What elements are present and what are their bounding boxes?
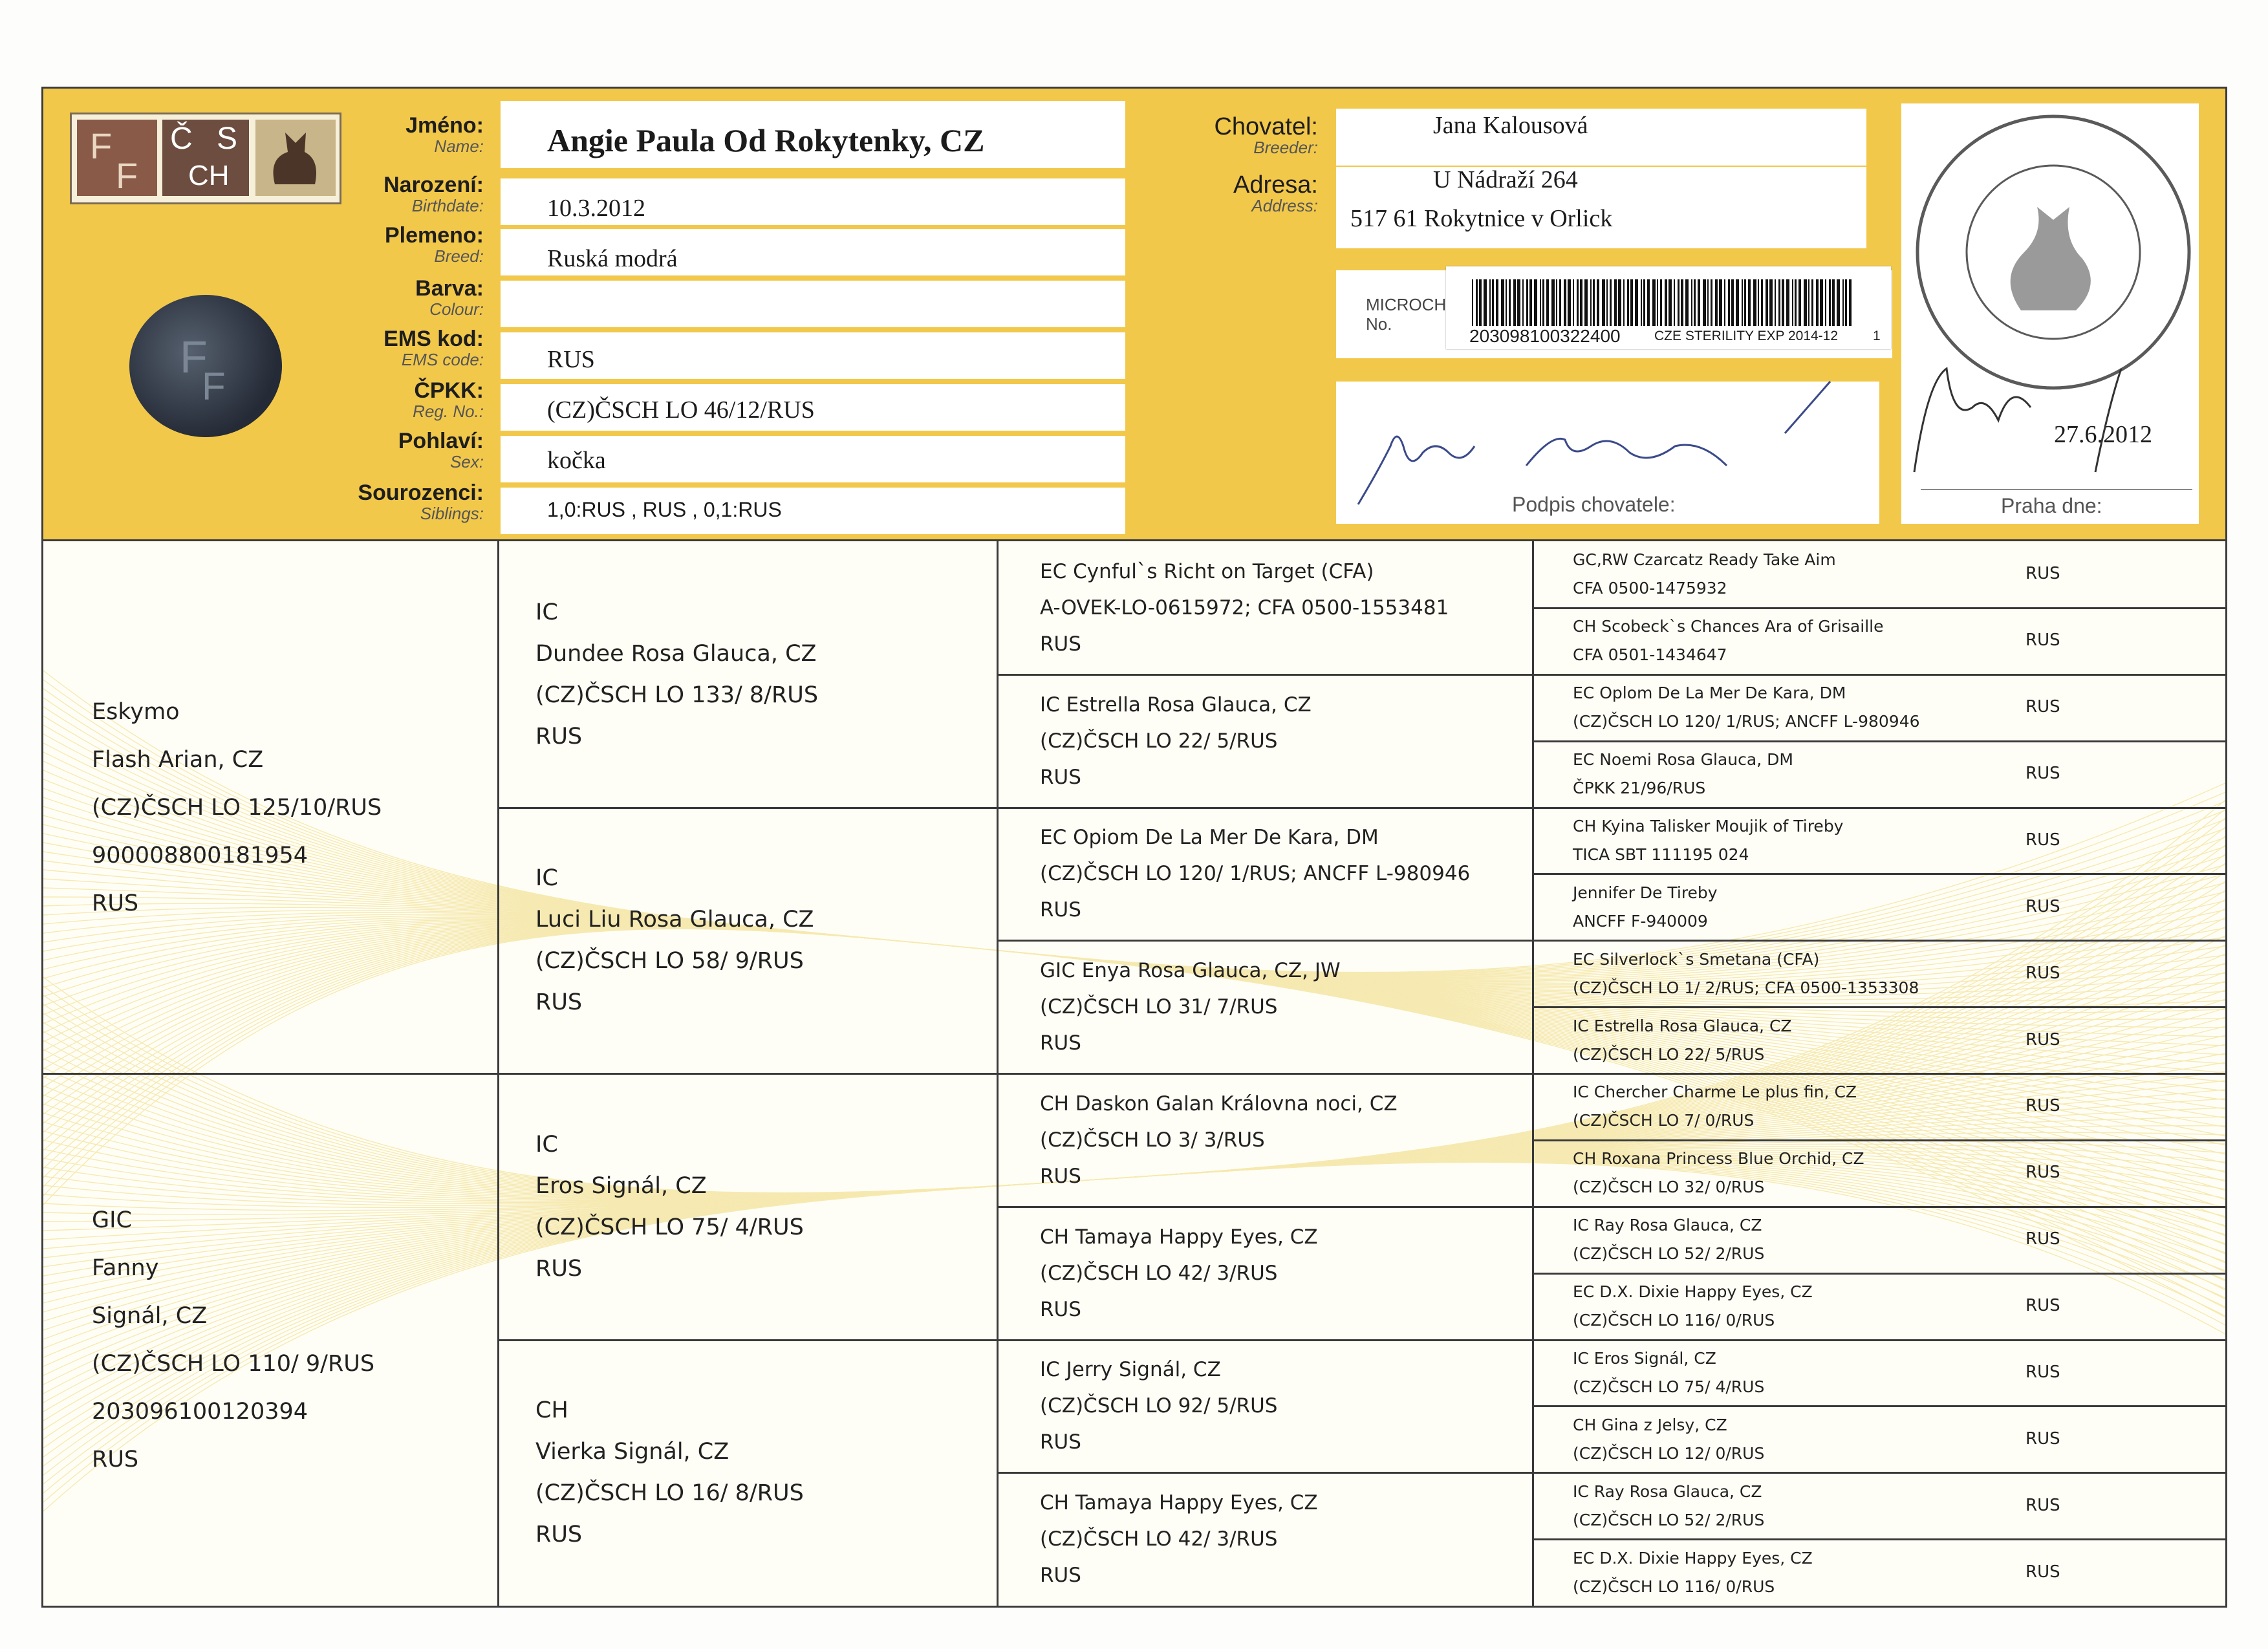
parent-line: 203096100120394 [92,1398,308,1425]
gg-grandparent-line: CH Kyina Talisker Moujik of Tireby [1573,816,1844,835]
breed-code: RUS [2025,1495,2060,1515]
birthdate-value: 10.3.2012 [547,195,645,222]
great-grandparent-line: IC Jerry Signál, CZ [1040,1358,1221,1382]
gg-grandparent-line: (CZ)ČSCH LO 1/ 2/RUS; CFA 0500-1353308 [1573,978,1919,997]
gg-grandparent-cell [1534,1406,2225,1472]
csch-logo: Č S CH [162,120,249,196]
microchip-suffix: 1 [1873,329,1881,343]
hologram-seal-icon [129,295,282,437]
gg-grandparent-line: EC Noemi Rosa Glauca, DM [1573,750,1793,770]
great-grandparent-line: (CZ)ČSCH LO 120/ 1/RUS; ANCFF L-980946 [1040,862,1471,886]
gg-grandparent-cell [1534,1340,2225,1406]
gg-grandparent-cell [1534,1472,2225,1539]
gg-grandparent-cell [1534,874,2225,940]
breeder-field [1336,109,1866,166]
gg-grandparent-line: (CZ)ČSCH LO 12/ 0/RUS [1573,1443,1765,1463]
gg-grandparent-line: CFA 0501-1434647 [1573,645,1727,665]
gg-grandparent-line: ČPKK 21/96/RUS [1573,779,1706,798]
gg-grandparent-line: ANCFF F-940009 [1573,911,1708,931]
breeder-value: Jana Kalousová [1433,112,1588,139]
parent-line: Signál, CZ [92,1302,208,1329]
great-grandparent-line: IC Estrella Rosa Glauca, CZ [1040,693,1312,717]
gg-grandparent-line: CH Gina z Jelsy, CZ [1573,1415,1727,1434]
gg-grandparent-line: IC Ray Rosa Glauca, CZ [1573,1482,1762,1501]
label-siblings: Sourozenci: Siblings: [358,480,484,523]
svg-text:F: F [180,332,208,382]
parent-cell [45,1073,497,1606]
great-grandparent-line: (CZ)ČSCH LO 42/ 3/RUS [1040,1527,1278,1551]
sex-value: kočka [547,447,606,474]
gg-grandparent-cell [1534,1539,2225,1606]
grandparent-line: Eros Signál, CZ [535,1172,707,1199]
great-grandparent-cell [999,1207,1532,1340]
parent-line: Fanny [92,1255,159,1281]
gg-grandparent-line: IC Ray Rosa Glauca, CZ [1573,1216,1762,1235]
grandparent-line: Vierka Signál, CZ [535,1439,729,1465]
label-breed: Plemeno: Breed: [384,223,484,266]
gg-grandparent-cell [1534,1140,2225,1207]
gg-grandparent-cell [1534,674,2225,741]
gg-grandparent-line: EC D.X. Dixie Happy Eyes, CZ [1573,1282,1813,1302]
cat-logo-icon [255,120,336,196]
parent-line: Flash Arian, CZ [92,746,264,773]
parent-line: GIC [92,1207,132,1233]
cat-name: Angie Paula Od Rokytenky, CZ [547,122,985,158]
organization-logo [70,113,341,204]
official-signature [1901,330,2199,485]
gg-grandparent-line: EC Oplom De La Mer De Kara, DM [1573,684,1846,703]
great-grandparent-cell [999,940,1532,1073]
great-grandparent-cell [999,541,1532,674]
grandparent-line: IC [535,865,558,892]
breed-code: RUS [2025,830,2060,850]
breed-code: RUS [2025,1229,2060,1249]
gg-grandparent-line: GC,RW Czarcatz Ready Take Aim [1573,550,1836,570]
grandparent-line: IC [535,1131,558,1158]
grandparent-cell [499,1340,997,1606]
stamp-date: 27.6.2012 [2054,421,2152,448]
great-grandparent-line: (CZ)ČSCH LO 92/ 5/RUS [1040,1394,1278,1418]
gg-grandparent-cell [1534,1007,2225,1073]
barcode-icon [1472,279,1860,326]
great-grandparent-line: RUS [1040,1430,1081,1454]
great-grandparent-line: A-OVEK-LO-0615972; CFA 0500-1553481 [1040,596,1449,620]
great-grandparent-cell [999,1340,1532,1473]
gg-grandparent-line: (CZ)ČSCH LO 116/ 0/RUS [1573,1311,1775,1330]
grandparent-line: CH [535,1397,568,1424]
label-address: Adresa: Address: [1233,171,1318,215]
great-grandparent-line: RUS [1040,765,1081,789]
grandparent-cell [499,541,997,808]
gg-grandparent-cell [1534,1207,2225,1273]
parent-cell [45,541,497,1073]
grandparent-line: (CZ)ČSCH LO 58/ 9/RUS [535,948,804,975]
label-name: Jméno: Name: [405,113,484,156]
gg-grandparent-cell [1534,808,2225,874]
gg-grandparent-line: CH Scobeck`s Chances Ara of Grisaille [1573,617,1884,636]
parent-line: Eskymo [92,698,180,725]
great-grandparent-line: RUS [1040,1564,1081,1588]
label-breeder: Chovatel: Breeder: [1214,113,1318,157]
parent-line: (CZ)ČSCH LO 125/10/RUS [92,794,382,821]
grandparent-line: (CZ)ČSCH LO 75/ 4/RUS [535,1214,804,1240]
great-grandparent-line: RUS [1040,1164,1081,1188]
parent-line: 900008800181954 [92,842,308,868]
address-line-2: 517 61 Rokytnice v Orlick [1350,205,1613,232]
great-grandparent-line: CH Tamaya Happy Eyes, CZ [1040,1225,1318,1249]
gg-grandparent-line: (CZ)ČSCH LO 7/ 0/RUS [1573,1111,1755,1130]
fife-logo: F F [77,120,157,196]
great-grandparent-cell [999,674,1532,808]
great-grandparent-line: CH Tamaya Happy Eyes, CZ [1040,1491,1318,1515]
grandparent-line: RUS [535,1255,583,1282]
label-ems-code: EMS kod: EMS code: [383,327,484,369]
gg-grandparent-line: (CZ)ČSCH LO 75/ 4/RUS [1573,1377,1765,1396]
great-grandparent-line: EC Opiom De La Mer De Kara, DM [1040,826,1379,850]
breeder-signature-label: Podpis chovatele: [1512,493,1676,516]
breed-code: RUS [2025,1163,2060,1183]
sterility-note: CZE STERILITY EXP 2014-12 [1654,329,1839,343]
siblings-value: 1,0:RUS , RUS , 0,1:RUS [547,498,782,521]
great-grandparent-line: (CZ)ČSCH LO 42/ 3/RUS [1040,1261,1278,1285]
grandparent-line: Dundee Rosa Glauca, CZ [535,640,817,667]
gg-grandparent-line: CH Roxana Princess Blue Orchid, CZ [1573,1149,1864,1169]
great-grandparent-cell [999,1472,1532,1606]
breed-code: RUS [2025,564,2060,584]
breed-code: RUS [2025,630,2060,651]
great-grandparent-line: (CZ)ČSCH LO 31/ 7/RUS [1040,995,1278,1019]
gg-grandparent-line: TICA SBT 111195 024 [1573,845,1749,864]
date-line [1921,489,2192,490]
gg-grandparent-line: EC Silverlock`s Smetana (CFA) [1573,949,1820,969]
date-label: Praha dne: [2001,494,2102,517]
breed-code: RUS [2025,1362,2060,1382]
great-grandparent-line: (CZ)ČSCH LO 22/ 5/RUS [1040,729,1278,753]
address-line-1: U Nádraží 264 [1433,166,1578,193]
breed-code: RUS [2025,697,2060,717]
ems-value: RUS [547,346,595,373]
grandparent-line: IC [535,599,558,625]
gg-grandparent-line: IC Chercher Charme Le plus fin, CZ [1573,1083,1857,1102]
breed-code: RUS [2025,963,2060,983]
grandparent-line: RUS [535,989,583,1016]
great-grandparent-line: (CZ)ČSCH LO 3/ 3/RUS [1040,1128,1265,1152]
gg-grandparent-line: (CZ)ČSCH LO 22/ 5/RUS [1573,1044,1765,1064]
great-grandparent-line: EC Cynful`s Richt on Target (CFA) [1040,559,1374,583]
microchip-label: MICROCH No. [1366,295,1447,334]
gg-grandparent-cell [1534,1273,2225,1340]
breed-code: RUS [2025,896,2060,916]
gg-grandparent-line: EC D.X. Dixie Happy Eyes, CZ [1573,1548,1813,1568]
grandparent-line: Luci Liu Rosa Glauca, CZ [535,907,814,933]
gg-grandparent-cell [1534,608,2225,674]
grandparent-line: (CZ)ČSCH LO 133/ 8/RUS [535,682,819,708]
gg-grandparent-cell [1534,541,2225,608]
great-grandparent-line: RUS [1040,1297,1081,1321]
grandparent-cell [499,1073,997,1340]
great-grandparent-line: RUS [1040,898,1081,922]
microchip-number: 203098100322400 [1469,326,1621,346]
gg-grandparent-line: Jennifer De Tireby [1573,883,1718,902]
breed-code: RUS [2025,1096,2060,1116]
label-colour: Barva: Colour: [415,276,484,319]
svg-text:F: F [202,365,226,405]
great-grandparent-cell [999,808,1532,941]
label-reg-no: ČPKK: Reg. No.: [413,378,484,421]
great-grandparent-line: GIC Enya Rosa Glauca, CZ, JW [1040,959,1341,983]
gg-grandparent-cell [1534,741,2225,808]
grandparent-line: RUS [535,1522,583,1548]
reg-no-value: (CZ)ČSCH LO 46/12/RUS [547,396,815,424]
gg-grandparent-line: (CZ)ČSCH LO 52/ 2/RUS [1573,1244,1765,1264]
grandparent-line: RUS [535,723,583,749]
gg-grandparent-cell [1534,1073,2225,1140]
gg-grandparent-line: (CZ)ČSCH LO 52/ 2/RUS [1573,1510,1765,1529]
gg-grandparent-cell [1534,940,2225,1007]
breed-code: RUS [2025,1428,2060,1449]
gg-grandparent-line: (CZ)ČSCH LO 32/ 0/RUS [1573,1178,1765,1197]
parent-line: RUS [92,890,139,916]
parent-line: RUS [92,1446,139,1472]
breed-code: RUS [2025,1296,2060,1316]
colour-field [501,281,1125,327]
gg-grandparent-line: IC Eros Signál, CZ [1573,1348,1716,1368]
great-grandparent-cell [999,1073,1532,1207]
gg-grandparent-line: (CZ)ČSCH LO 120/ 1/RUS; ANCFF L-980946 [1573,712,1920,731]
grandparent-cell [499,808,997,1074]
breed-code: RUS [2025,1562,2060,1582]
gg-grandparent-line: (CZ)ČSCH LO 116/ 0/RUS [1573,1577,1775,1596]
microchip-sticker [1446,266,1891,349]
label-birthdate: Narození: Birthdate: [383,173,484,215]
gg-grandparent-line: IC Estrella Rosa Glauca, CZ [1573,1016,1792,1035]
parent-line: (CZ)ČSCH LO 110/ 9/RUS [92,1350,375,1377]
breed-code: RUS [2025,1029,2060,1050]
breed-code: RUS [2025,764,2060,784]
grandparent-line: (CZ)ČSCH LO 16/ 8/RUS [535,1480,804,1507]
gg-grandparent-line: CFA 0500-1475932 [1573,579,1727,598]
great-grandparent-line: RUS [1040,1031,1081,1055]
breed-value: Ruská modrá [547,245,678,272]
label-sex: Pohlaví: Sex: [398,429,484,471]
great-grandparent-line: RUS [1040,632,1081,656]
great-grandparent-line: CH Daskon Galan Královna noci, CZ [1040,1092,1398,1116]
